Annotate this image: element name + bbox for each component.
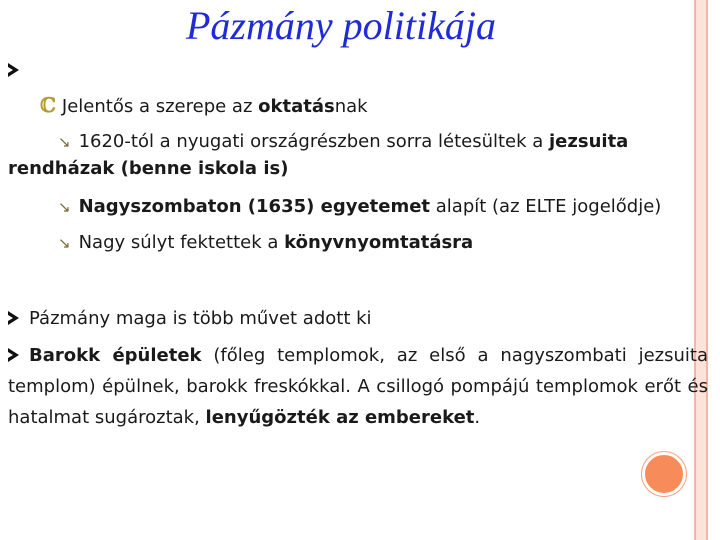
decorative-orb: [642, 452, 686, 496]
bullet-level3-konyvnyomtatas: [58, 228, 473, 258]
text: Nagy súlyt fektettek a: [78, 232, 285, 253]
text: 1620-tól a nyugati országrészben sorra létesültek a: [78, 131, 550, 152]
bold-text: Barokk épületek: [29, 345, 202, 366]
bold-text: jezsuita: [549, 131, 629, 152]
bullet-level3-continuation: [8, 154, 288, 184]
decorative-side-bar: [694, 0, 708, 540]
arrow-bullet-icon: [8, 348, 19, 362]
arrow-bullet-icon: [8, 63, 19, 77]
text: alapít (az ELTE jogelődje): [430, 196, 662, 217]
bold-text: lenyűgözték az embereket: [205, 407, 475, 428]
cc-bullet-icon: ℂ: [40, 93, 56, 117]
text: .: [474, 407, 481, 428]
bold-text: rendházak (benne iskola is): [8, 158, 289, 179]
slide-title: Pázmány politikája: [186, 3, 496, 48]
text: Pázmány maga is több művet adott ki: [29, 308, 372, 329]
bullet-level2-oktatas: [40, 90, 368, 122]
text: (főleg templomok, az első a nagyszombati jezsuita templom) épülnek, barokk freskókkal. A csillogó pompájú templomok erőt és hatalmat sugároztak,: [8, 345, 709, 428]
bold-text: Nagyszombaton (1635) egyetemet: [78, 196, 431, 217]
bullet-level3-jezsuita: [58, 127, 628, 157]
pointing-hand-icon: ↘: [58, 198, 71, 216]
arrow-bullet-icon: [8, 311, 19, 325]
bullet-barokk-epuletek: [8, 340, 708, 433]
pointing-hand-icon: ↘: [58, 234, 71, 252]
text: nak: [334, 96, 368, 117]
bullet-pazmany-muvek: [8, 304, 372, 334]
bold-text: könyvnyomtatásra: [284, 232, 474, 253]
bullet-level3-egyetem: [58, 192, 661, 222]
pointing-hand-icon: ↘: [58, 133, 71, 151]
bold-text: oktatás: [258, 96, 335, 117]
text: Jelentős a szerepe az: [61, 96, 259, 117]
